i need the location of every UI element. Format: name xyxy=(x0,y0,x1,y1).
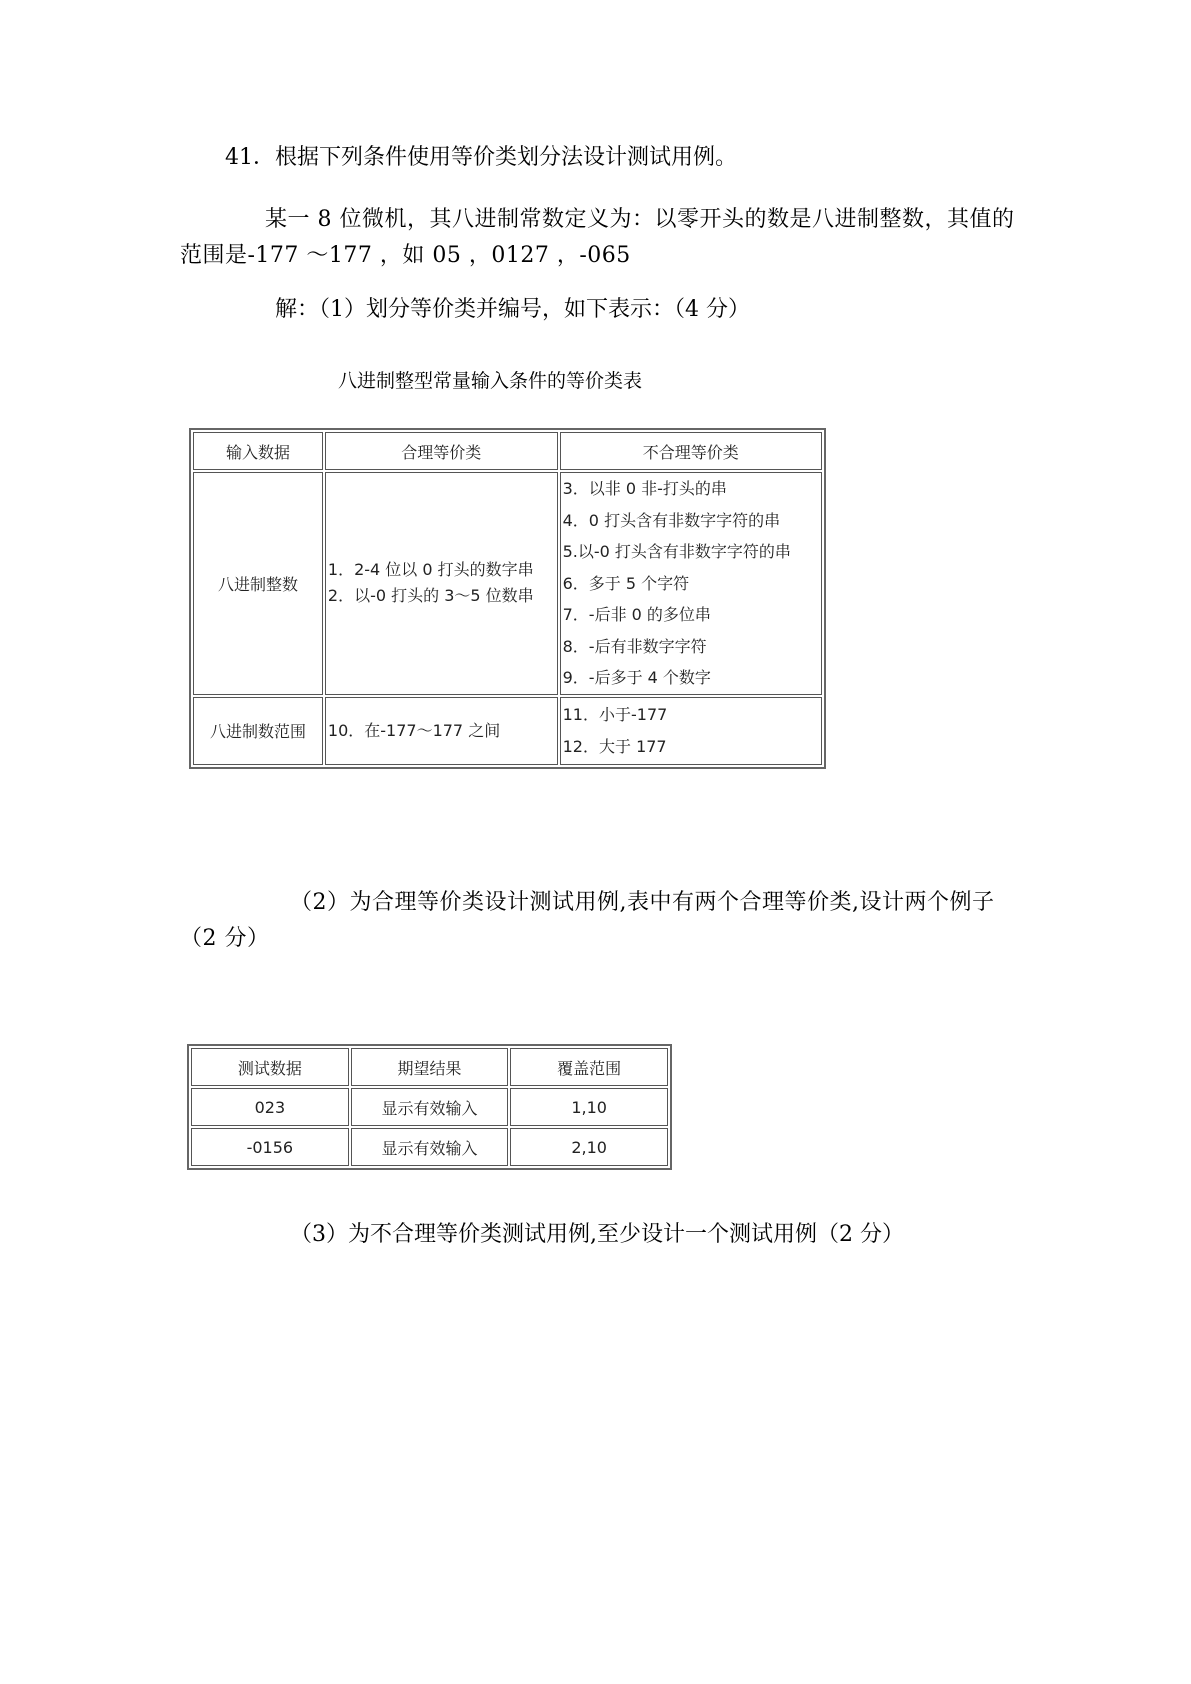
list-item: 5.以-0 打头含有非数字字符的串 xyxy=(562,542,791,561)
equivalence-class-table xyxy=(189,428,826,769)
table-row xyxy=(191,1088,668,1126)
table-header-row xyxy=(191,1048,668,1086)
list-item: 3．以非 0 非-打头的串 xyxy=(562,479,727,498)
list-item: 7．-后非 0 的多位串 xyxy=(562,605,711,624)
table-cell: 023 xyxy=(191,1088,349,1126)
header-input-data: 输入数据 xyxy=(193,432,323,470)
table-cell: 2,10 xyxy=(510,1128,668,1166)
header-test-data: 测试数据 xyxy=(191,1048,349,1086)
table-row xyxy=(193,472,822,695)
list-item: 12．大于 177 xyxy=(562,736,667,756)
solution-part-1: 解：（1）划分等价类并编号，如下表示：（4 分） xyxy=(275,297,750,322)
question-title: 41．根据下列条件使用等价类划分法设计测试用例。 xyxy=(225,145,737,170)
list-item: 2．以-0 打头的 3～5 位数串 xyxy=(327,586,534,606)
header-coverage: 覆盖范围 xyxy=(510,1048,668,1086)
header-expected-result: 期望结果 xyxy=(351,1048,509,1086)
header-valid-classes: 合理等价类 xyxy=(325,432,558,470)
valid-classes-cell xyxy=(325,472,558,695)
list-item: 8．-后有非数字字符 xyxy=(562,636,707,656)
list-item: 4．0 打头含有非数字字符的串 xyxy=(562,510,781,530)
test-case-table xyxy=(187,1044,672,1170)
list-item: 11．小于-177 xyxy=(562,705,668,724)
list-item: 6．多于 5 个字符 xyxy=(562,573,690,593)
list-item: 9．-后多于 4 个数字 xyxy=(562,668,711,687)
header-invalid-classes: 不合理等价类 xyxy=(560,432,822,470)
solution-part-2: （2）为合理等价类设计测试用例,表中有两个合理等价类,设计两个例子（2 分） xyxy=(180,890,995,951)
invalid-classes-cell xyxy=(560,697,822,765)
list-item: 10．在-177～177 之间 xyxy=(327,720,501,740)
table-cell: 1,10 xyxy=(510,1088,668,1126)
table-caption: 八进制整型常量输入条件的等价类表 xyxy=(338,370,643,392)
valid-classes-cell xyxy=(325,697,558,765)
list-item: 1．2-4 位以 0 打头的数字串 xyxy=(327,560,534,580)
solution-part-3: （3）为不合理等价类测试用例,至少设计一个测试用例（2 分） xyxy=(290,1222,904,1247)
row-input-octal-range: 八进制数范围 xyxy=(193,697,323,765)
question-body: 某一 8 位微机，其八进制常数定义为：以零开头的数是八进制整数，其值的范围是-177 ～177 ，如 05 ，0127 ，-065 xyxy=(180,207,1015,268)
table-cell: -0156 xyxy=(191,1128,349,1166)
table-cell: 显示有效输入 xyxy=(351,1088,509,1126)
table-row xyxy=(191,1128,668,1166)
table-header-row xyxy=(193,432,822,470)
invalid-classes-cell xyxy=(560,472,822,695)
table-cell: 显示有效输入 xyxy=(351,1128,509,1166)
table-row xyxy=(193,697,822,765)
row-input-octal-integer: 八进制整数 xyxy=(193,472,323,695)
